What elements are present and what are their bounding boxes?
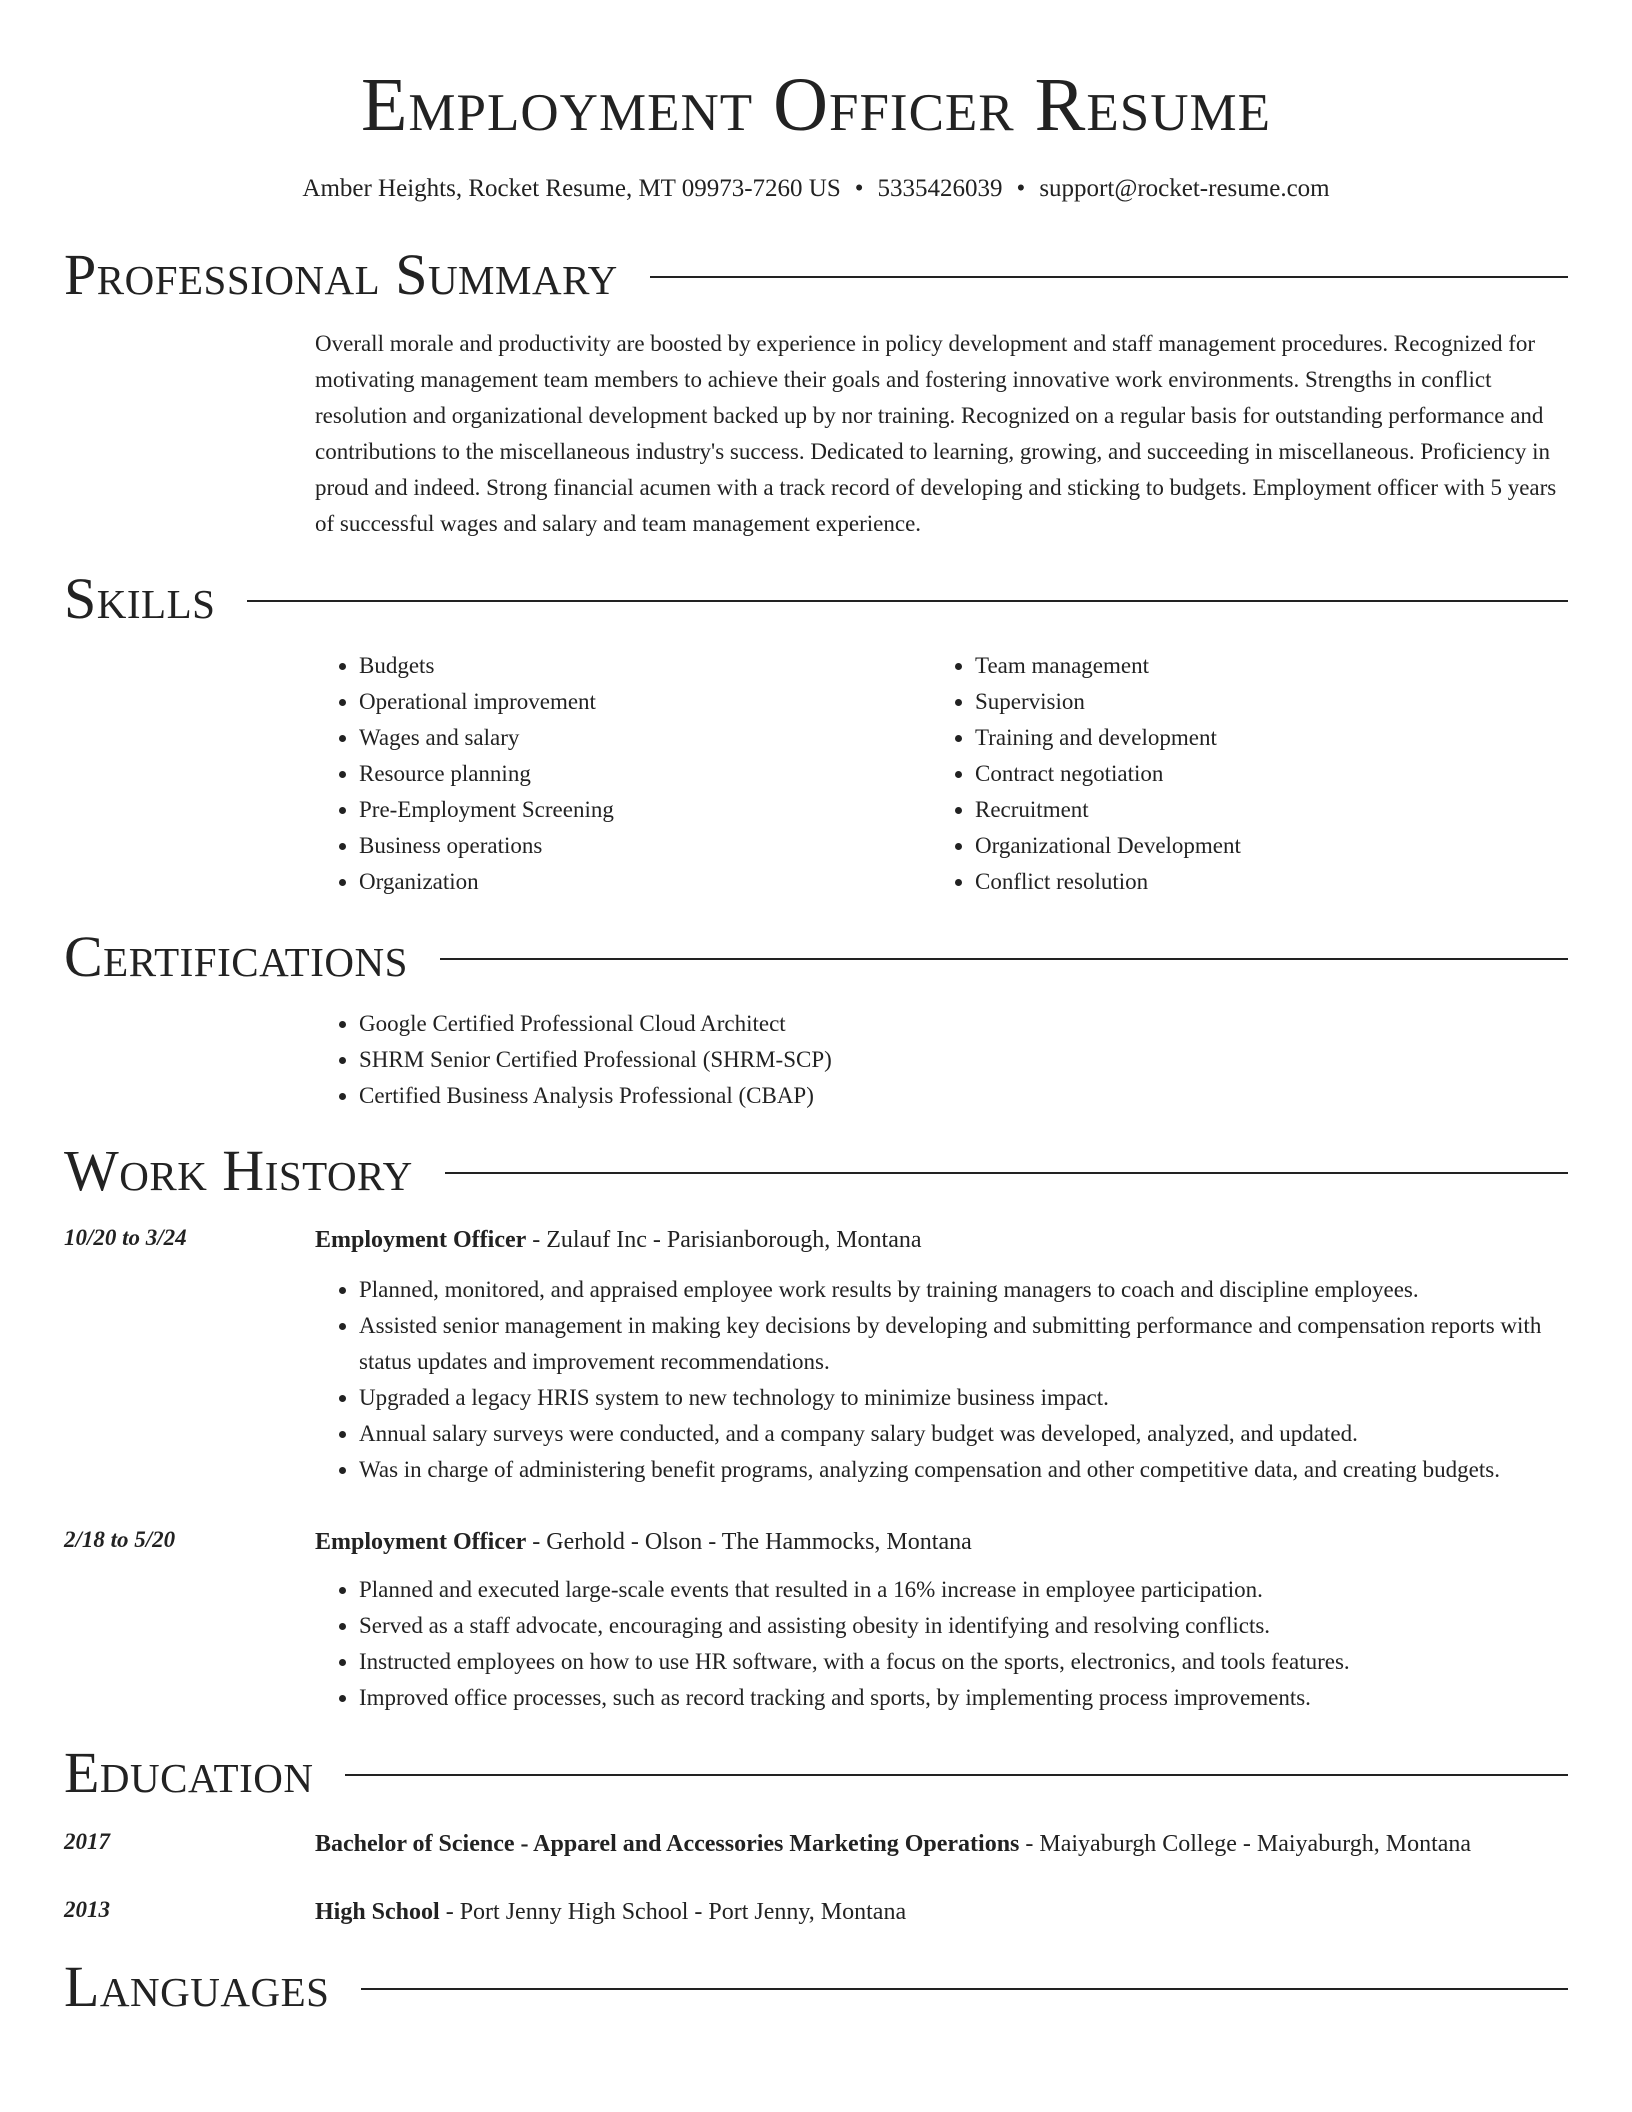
education-headline xyxy=(315,1892,1568,1932)
job-dates: 10/20 to 3/24 xyxy=(64,1225,187,1250)
job-bullet: • Was in charge of administering benefit programs, analyzing compensation and other competitive data, and creating budgets. xyxy=(359,1452,1568,1488)
job-content xyxy=(315,1220,1568,1488)
job-bullet: • Planned, monitored, and appraised employee work results by training managers to coach and discipline employees. xyxy=(359,1272,1568,1308)
skill-item: • Organization xyxy=(359,864,931,900)
section-header-certifications xyxy=(64,922,1568,992)
skill-item: • Recruitment xyxy=(975,792,1547,828)
skill-item: • Resource planning xyxy=(359,756,931,792)
section-title-education: Education xyxy=(64,1740,314,1805)
section-header-languages xyxy=(64,1952,1568,2022)
section-header-education xyxy=(64,1738,1568,1808)
contact-separator: • xyxy=(1016,175,1026,202)
education-year: 2017 xyxy=(64,1829,110,1854)
job-entry xyxy=(64,1220,1568,1488)
section-rule xyxy=(445,1172,1568,1174)
certifications-list xyxy=(315,1006,1568,1114)
skills-column-right xyxy=(931,648,1547,900)
job-bullet: • Annual salary surveys were conducted, and a company salary budget was developed, analyzed, and updated. xyxy=(359,1416,1568,1452)
contact-email: support@rocket-resume.com xyxy=(1039,175,1330,202)
skill-item: • Team management xyxy=(975,648,1547,684)
contact-phone: 5335426039 xyxy=(877,175,1003,202)
job-headline xyxy=(315,1220,1568,1260)
contact-line xyxy=(64,172,1568,206)
education-degree: Bachelor of Science - Apparel and Accessories Marketing Operations xyxy=(315,1831,1020,1857)
section-rule xyxy=(247,600,1568,602)
job-role: Employment Officer xyxy=(315,1529,527,1555)
section-header-work-history xyxy=(64,1136,1568,1206)
skill-item: • Supervision xyxy=(975,684,1547,720)
section-rule xyxy=(440,958,1568,960)
education-entry xyxy=(64,1824,1568,1864)
skills-list xyxy=(315,648,1568,900)
section-title-work-history: Work History xyxy=(64,1138,413,1203)
certification-item: • Google Certified Professional Cloud Architect xyxy=(359,1006,1568,1042)
skill-item: • Training and development xyxy=(975,720,1547,756)
section-rule xyxy=(650,276,1568,278)
section-title-summary: Professional Summary xyxy=(64,242,618,307)
section-rule xyxy=(361,1988,1568,1990)
section-title-languages: Languages xyxy=(64,1954,330,2019)
education-entry xyxy=(64,1892,1568,1932)
skill-item: • Business operations xyxy=(359,828,931,864)
skill-item: • Budgets xyxy=(359,648,931,684)
skill-item: • Operational improvement xyxy=(359,684,931,720)
contact-separator: • xyxy=(854,175,864,202)
education-details: - Maiyaburgh College - Maiyaburgh, Montana xyxy=(1019,1831,1472,1857)
skill-item: • Pre-Employment Screening xyxy=(359,792,931,828)
job-entry xyxy=(64,1522,1568,1716)
skill-item: • Wages and salary xyxy=(359,720,931,756)
job-headline xyxy=(315,1522,1568,1562)
contact-address: Amber Heights, Rocket Resume, MT 09973-7260 US xyxy=(302,175,841,202)
job-details: - Gerhold - Olson - The Hammocks, Montana xyxy=(526,1529,972,1555)
education-year: 2013 xyxy=(64,1897,110,1922)
job-bullet: • Improved office processes, such as record tracking and sports, by implementing process improvements. xyxy=(359,1680,1568,1716)
skill-item: • Conflict resolution xyxy=(975,864,1547,900)
page-title: Employment Officer Resume xyxy=(361,63,1271,147)
education-headline xyxy=(315,1824,1568,1864)
job-bullet: • Served as a staff advocate, encouraging and assisting obesity in identifying and resolving conflicts. xyxy=(359,1608,1568,1644)
resume-page xyxy=(64,0,1568,2022)
education-degree: High School xyxy=(315,1899,440,1925)
job-bullet: • Planned and executed large-scale events that resulted in a 16% increase in employee participation. xyxy=(359,1572,1568,1608)
job-bullet: • Upgraded a legacy HRIS system to new technology to minimize business impact. xyxy=(359,1380,1568,1416)
job-bullet: • Assisted senior management in making key decisions by developing and submitting performance and compensation reports with status updates and improvement recommendations. xyxy=(359,1308,1568,1380)
section-rule xyxy=(345,1774,1568,1776)
certification-item: • Certified Business Analysis Professional (CBAP) xyxy=(359,1078,1568,1114)
skill-item: • Organizational Development xyxy=(975,828,1547,864)
job-dates: 2/18 to 5/20 xyxy=(64,1527,176,1552)
section-header-summary xyxy=(64,240,1568,310)
skills-column-left xyxy=(315,648,931,900)
section-title-skills: Skills xyxy=(64,566,216,631)
job-bullet: • Instructed employees on how to use HR software, with a focus on the sports, electronics, and tools features. xyxy=(359,1644,1568,1680)
section-header-skills xyxy=(64,564,1568,634)
job-role: Employment Officer xyxy=(315,1227,527,1253)
job-content xyxy=(315,1522,1568,1716)
certification-item: • SHRM Senior Certified Professional (SHRM-SCP) xyxy=(359,1042,1568,1078)
section-title-certifications: Certifications xyxy=(64,924,408,989)
summary-text: Overall morale and productivity are boosted by experience in policy development and staff management procedures. Recognized for motivating management team members to achieve their goals and fostering innovative work environments. Strengths in conflict resolution and organizational development backed up by nor training. Recognized on a regular basis for outstanding performance and contributions to the miscellaneous industry's success. Dedicated to learning, growing, and succeeding in miscellaneous. Proficiency in proud and indeed. Strong financial acumen with a track record of developing and sticking to budgets. Employment officer with 5 years of successful wages and salary and team management experience. xyxy=(315,331,1557,536)
skill-item: • Contract negotiation xyxy=(975,756,1547,792)
job-details: - Zulauf Inc - Parisianborough, Montana xyxy=(526,1227,922,1253)
education-details: - Port Jenny High School - Port Jenny, Montana xyxy=(439,1899,907,1925)
